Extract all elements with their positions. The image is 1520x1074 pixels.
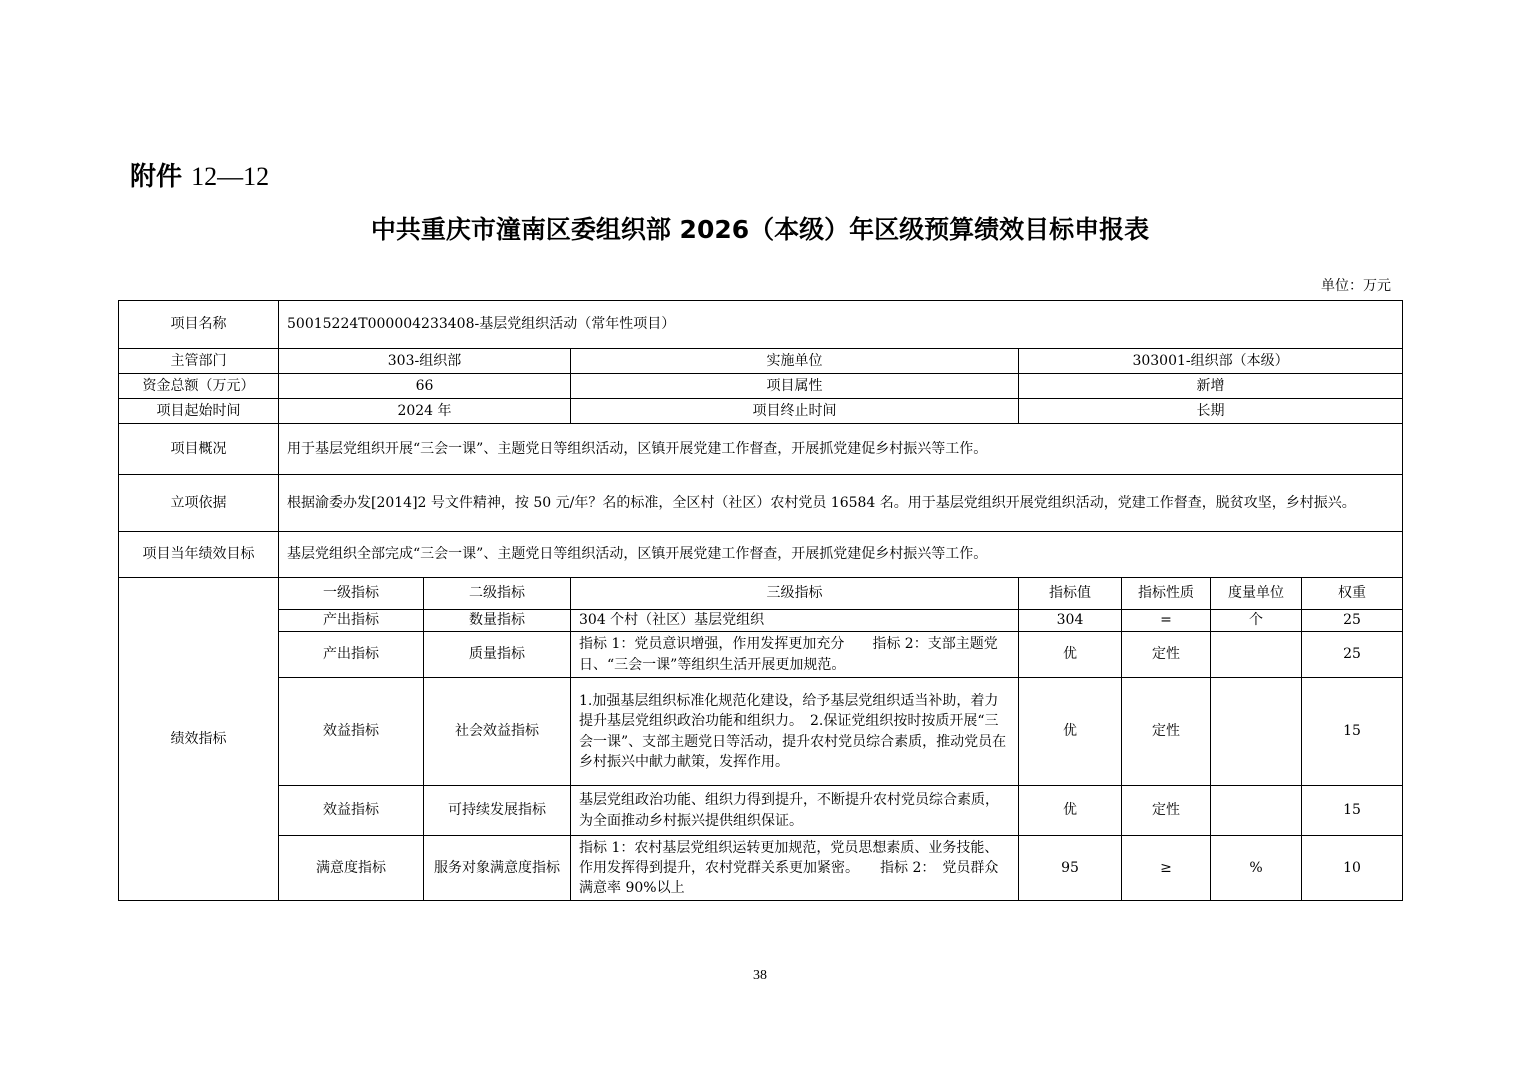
project-name-value: 50015224T000004233408-基层党组织活动（常年性项目） [279, 301, 1403, 349]
end-label: 项目终止时间 [571, 399, 1019, 424]
row-unit [1211, 678, 1302, 786]
row-period [119, 399, 1403, 424]
row-level2: 社会效益指标 [424, 678, 571, 786]
row-value: 优 [1019, 786, 1122, 836]
table-row [119, 632, 1403, 678]
page-number: 38 [753, 968, 767, 983]
attr-value: 新增 [1019, 374, 1403, 399]
indicators-section-label: 绩效指标 [119, 578, 279, 901]
row-value: 95 [1019, 836, 1122, 901]
row-level2: 数量指标 [424, 610, 571, 632]
row-unit: % [1211, 836, 1302, 901]
row-nature: 定性 [1122, 632, 1211, 678]
row-nature: 定性 [1122, 786, 1211, 836]
row-level1: 产出指标 [279, 610, 424, 632]
attachment-number: 12—12 [191, 162, 270, 191]
row-level2: 质量指标 [424, 632, 571, 678]
goal-value: 基层党组织全部完成“三会一课”、主题党日等组织活动，区镇开展党建工作督查，开展抓党建促乡村振兴等工作。 [279, 532, 1403, 578]
header-unit: 度量单位 [1211, 578, 1302, 610]
row-level2: 服务对象满意度指标 [424, 836, 571, 901]
row-goal [119, 532, 1403, 578]
row-unit [1211, 786, 1302, 836]
project-name-label: 项目名称 [119, 301, 279, 349]
table-row [119, 786, 1403, 836]
row-level3: 基层党组政治功能、组织力得到提升，不断提升农村党员综合素质，为全面推动乡村振兴提供组织保证。 [571, 786, 1019, 836]
impl-value: 303001-组织部（本级） [1019, 349, 1403, 374]
row-weight: 15 [1302, 678, 1403, 786]
row-level1: 效益指标 [279, 678, 424, 786]
goal-label: 项目当年绩效目标 [119, 532, 279, 578]
overview-label: 项目概况 [119, 424, 279, 475]
table-row [119, 836, 1403, 901]
row-project-name [119, 301, 1403, 349]
row-level1: 效益指标 [279, 786, 424, 836]
row-unit [1211, 632, 1302, 678]
row-weight: 25 [1302, 610, 1403, 632]
basis-label: 立项依据 [119, 475, 279, 532]
table-row [119, 678, 1403, 786]
end-value: 长期 [1019, 399, 1403, 424]
start-label: 项目起始时间 [119, 399, 279, 424]
row-value: 优 [1019, 678, 1122, 786]
dept-value: 303-组织部 [279, 349, 571, 374]
header-level1: 一级指标 [279, 578, 424, 610]
overview-value: 用于基层党组织开展“三会一课”、主题党日等组织活动，区镇开展党建工作督查，开展抓党建促乡村振兴等工作。 [279, 424, 1403, 475]
header-value: 指标值 [1019, 578, 1122, 610]
start-value: 2024 年 [279, 399, 571, 424]
row-unit: 个 [1211, 610, 1302, 632]
header-weight: 权重 [1302, 578, 1403, 610]
row-level3: 1.加强基层组织标准化规范化建设，给予基层党组织适当补助，着力提升基层党组织政治功能和组织力。 2.保证党组织按时按质开展“三会一课”、支部主题党日等活动，提升农村党员综合素质，推动党员在乡村振兴中献力献策，发挥作用。 [571, 678, 1019, 786]
basis-value: 根据渝委办发[2014]2 号文件精神，按 50 元/年？名的标准，全区村（社区）农村党员 16584 名。用于基层党组织开展党组织活动，党建工作督查，脱贫攻坚，乡村振兴。 [279, 475, 1403, 532]
row-level1: 产出指标 [279, 632, 424, 678]
row-weight: 10 [1302, 836, 1403, 901]
row-department [119, 349, 1403, 374]
attr-label: 项目属性 [571, 374, 1019, 399]
row-fund [119, 374, 1403, 399]
row-value: 304 [1019, 610, 1122, 632]
row-level3: 304 个村（社区）基层党组织 [571, 610, 1019, 632]
attachment-prefix: 附件 [130, 162, 183, 192]
impl-label: 实施单位 [571, 349, 1019, 374]
header-level2: 二级指标 [424, 578, 571, 610]
row-basis [119, 475, 1403, 532]
fund-label: 资金总额（万元） [119, 374, 279, 399]
row-level3: 指标 1：党员意识增强，作用发挥更加充分 指标 2：支部主题党日、“三会一课”等组织生活开展更加规范。 [571, 632, 1019, 678]
row-nature: ≥ [1122, 836, 1211, 901]
fund-value: 66 [279, 374, 571, 399]
row-level2: 可持续发展指标 [424, 786, 571, 836]
row-nature: = [1122, 610, 1211, 632]
row-weight: 15 [1302, 786, 1403, 836]
row-nature: 定性 [1122, 678, 1211, 786]
row-weight: 25 [1302, 632, 1403, 678]
row-overview [119, 424, 1403, 475]
unit-label: 单位：万元 [1321, 278, 1391, 294]
header-level3: 三级指标 [571, 578, 1019, 610]
header-nature: 指标性质 [1122, 578, 1211, 610]
row-level1: 满意度指标 [279, 836, 424, 901]
row-value: 优 [1019, 632, 1122, 678]
attachment-label [130, 156, 269, 193]
table-row [119, 610, 1403, 632]
row-level3: 指标 1：农村基层党组织运转更加规范，党员思想素质、业务技能、作用发挥得到提升，农村党群关系更加紧密。 指标 2： 党员群众满意率 90%以上 [571, 836, 1019, 901]
dept-label: 主管部门 [119, 349, 279, 374]
page-title: 中共重庆市潼南区委组织部 2026（本级）年区级预算绩效目标申报表 [370, 215, 1150, 244]
budget-performance-table [118, 300, 1403, 901]
row-indicator-headers [119, 578, 1403, 610]
